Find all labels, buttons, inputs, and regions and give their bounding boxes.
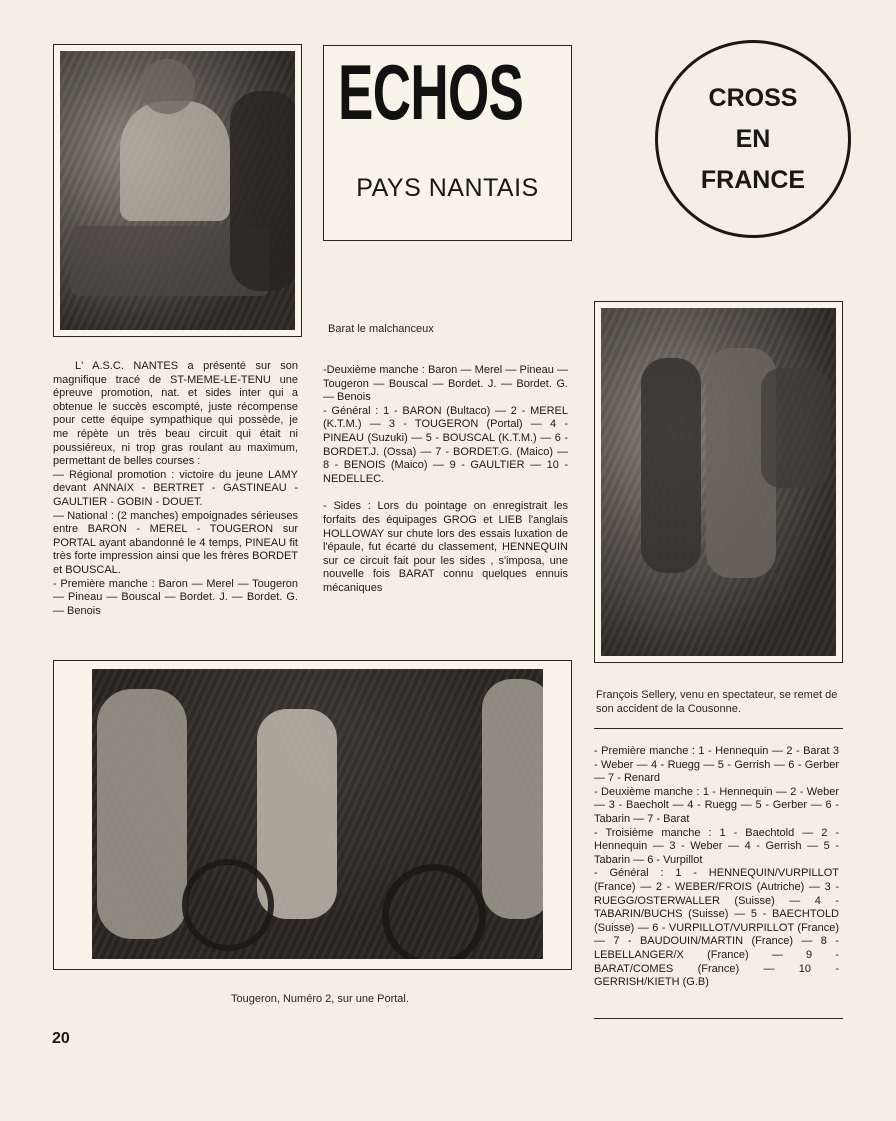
section-badge — [655, 40, 851, 238]
paragraph: - Troisième manche : 1 - Baechtold — 2 - Hennequin — 3 - Weber — 4 - Gerrish — 5 - Tabarin — 6 - Vurpillot — [594, 826, 839, 866]
paragraph: -Deuxième manche : Baron — Merel — Pineau — Tougeron — Bouscal — Bordet. J. — Bordet. G. — Benois — [323, 364, 568, 404]
paragraph: - Général : 1 - BARON (Bultaco) — 2 - MEREL (K.T.M.) — 3 - TOUGERON (Portal) — 4 - PINEAU (Suzuki) — 5 - BOUSCAL (K.T.M.) — 6 - BORDET.J. (Ossa) — 7 - BORDET.G. (Maico) — 8 - BENOIS (Maico) — 9 - GAULTIER — 10 - NEDELLEC. — [323, 404, 568, 485]
caption-photo-bottom: Tougeron, Numéro 2, sur une Portal. — [231, 993, 409, 1005]
badge-line: CROSS — [708, 83, 798, 112]
divider — [594, 1018, 843, 1019]
caption-photo-right: François Sellery, venu en spectateur, se remet de son accident de la Cousonne. — [596, 689, 838, 715]
paragraph: - Première manche : 1 - Hennequin — 2 - Barat 3 - Weber — 4 - Ruegg — 5 - Gerrish — 6 - Gerber — 7 - Renard — [594, 745, 839, 785]
paragraph: — National : (2 manches) empoignades sérieuses entre BARON - MEREL - TOUGERON sur PORTAL ayant abandonné le 4 temps, PINEAU fit très forte impression ainsi que les frères BORDET et BOUSCAL. — [53, 509, 298, 576]
divider — [594, 728, 843, 729]
photo-image — [60, 51, 295, 330]
page-number: 20 — [52, 1030, 70, 1047]
photo-spectators — [594, 301, 843, 663]
paragraph: — Régional promotion : victoire du jeune LAMY devant ANNAIX - BERTRET - GASTINEAU - GAULTIER - GOBIN - DOUET. — [53, 468, 298, 508]
article-column-1 — [53, 360, 298, 618]
article-column-2 — [323, 364, 568, 596]
badge-line: EN — [735, 124, 771, 153]
badge-line: FRANCE — [700, 165, 806, 194]
photo-rider-seated — [53, 44, 302, 337]
page-subtitle: PAYS NANTAIS — [356, 174, 539, 202]
paragraph: - Deuxième manche : 1 - Hennequin — 2 - Weber — 3 - Baecholt — 4 - Ruegg — 5 - Gerber — 6 - Tabarin — 7 - Barat — [594, 785, 839, 825]
photo-image — [92, 669, 543, 959]
paragraph: L' A.S.C. NANTES a présenté sur son magnifique tracé de ST-MEME-LE-TENU une épreuve promotion, nat. et sides inter qui a obtenue le succès escompté, juste récompense pour cette équipe sympathique qui possède, je me répète un très beau circuit qui était ni poussiéreux, ni trop gras roulant au maximum, permettant de belles courses : — [53, 360, 298, 468]
title-box — [323, 45, 572, 241]
paragraph: - Première manche : Baron — Merel — Tougeron — Pineau — Bouscal — Bordet. J. — Bordet. G. — Benois — [53, 577, 298, 617]
photo-tougeron — [53, 660, 572, 970]
caption-photo-top-left: Barat le malchanceux — [328, 323, 434, 335]
results-column — [594, 745, 839, 990]
page-title: ECHOS — [338, 48, 524, 136]
photo-image — [601, 308, 836, 656]
paragraph: - Sides : Lors du pointage on enregistrait les forfaits des équipages GROG et LIEB l'anglais HOLLOWAY sur chute lors des essais luxation de l'épaule, fut écarté du classement, HENNEQUIN sur ce circuit fait pour les sides , s'imposa, une nouvelle fois BARAT connu quelques ennuis mécaniques — [323, 500, 568, 594]
paragraph: - Général : 1 - HENNEQUIN/VURPILLOT (France) — 2 - WEBER/FROIS (Autriche) — 3 - RUEGG/OSTERWALLER (Suisse) — 4 - TABARIN/BUCHS (Suisse) — 5 - BAECHTOLD (Suisse) — 6 - VURPILLOT/VURPILLOT (France) — 7 - BAUDOUIN/MARTIN (France) — 8 - LEBELLANGER/X (France) — 9 - BARAT/COMES (France) — 10 - GERRISH/KIETH (G.B) — [594, 867, 839, 989]
